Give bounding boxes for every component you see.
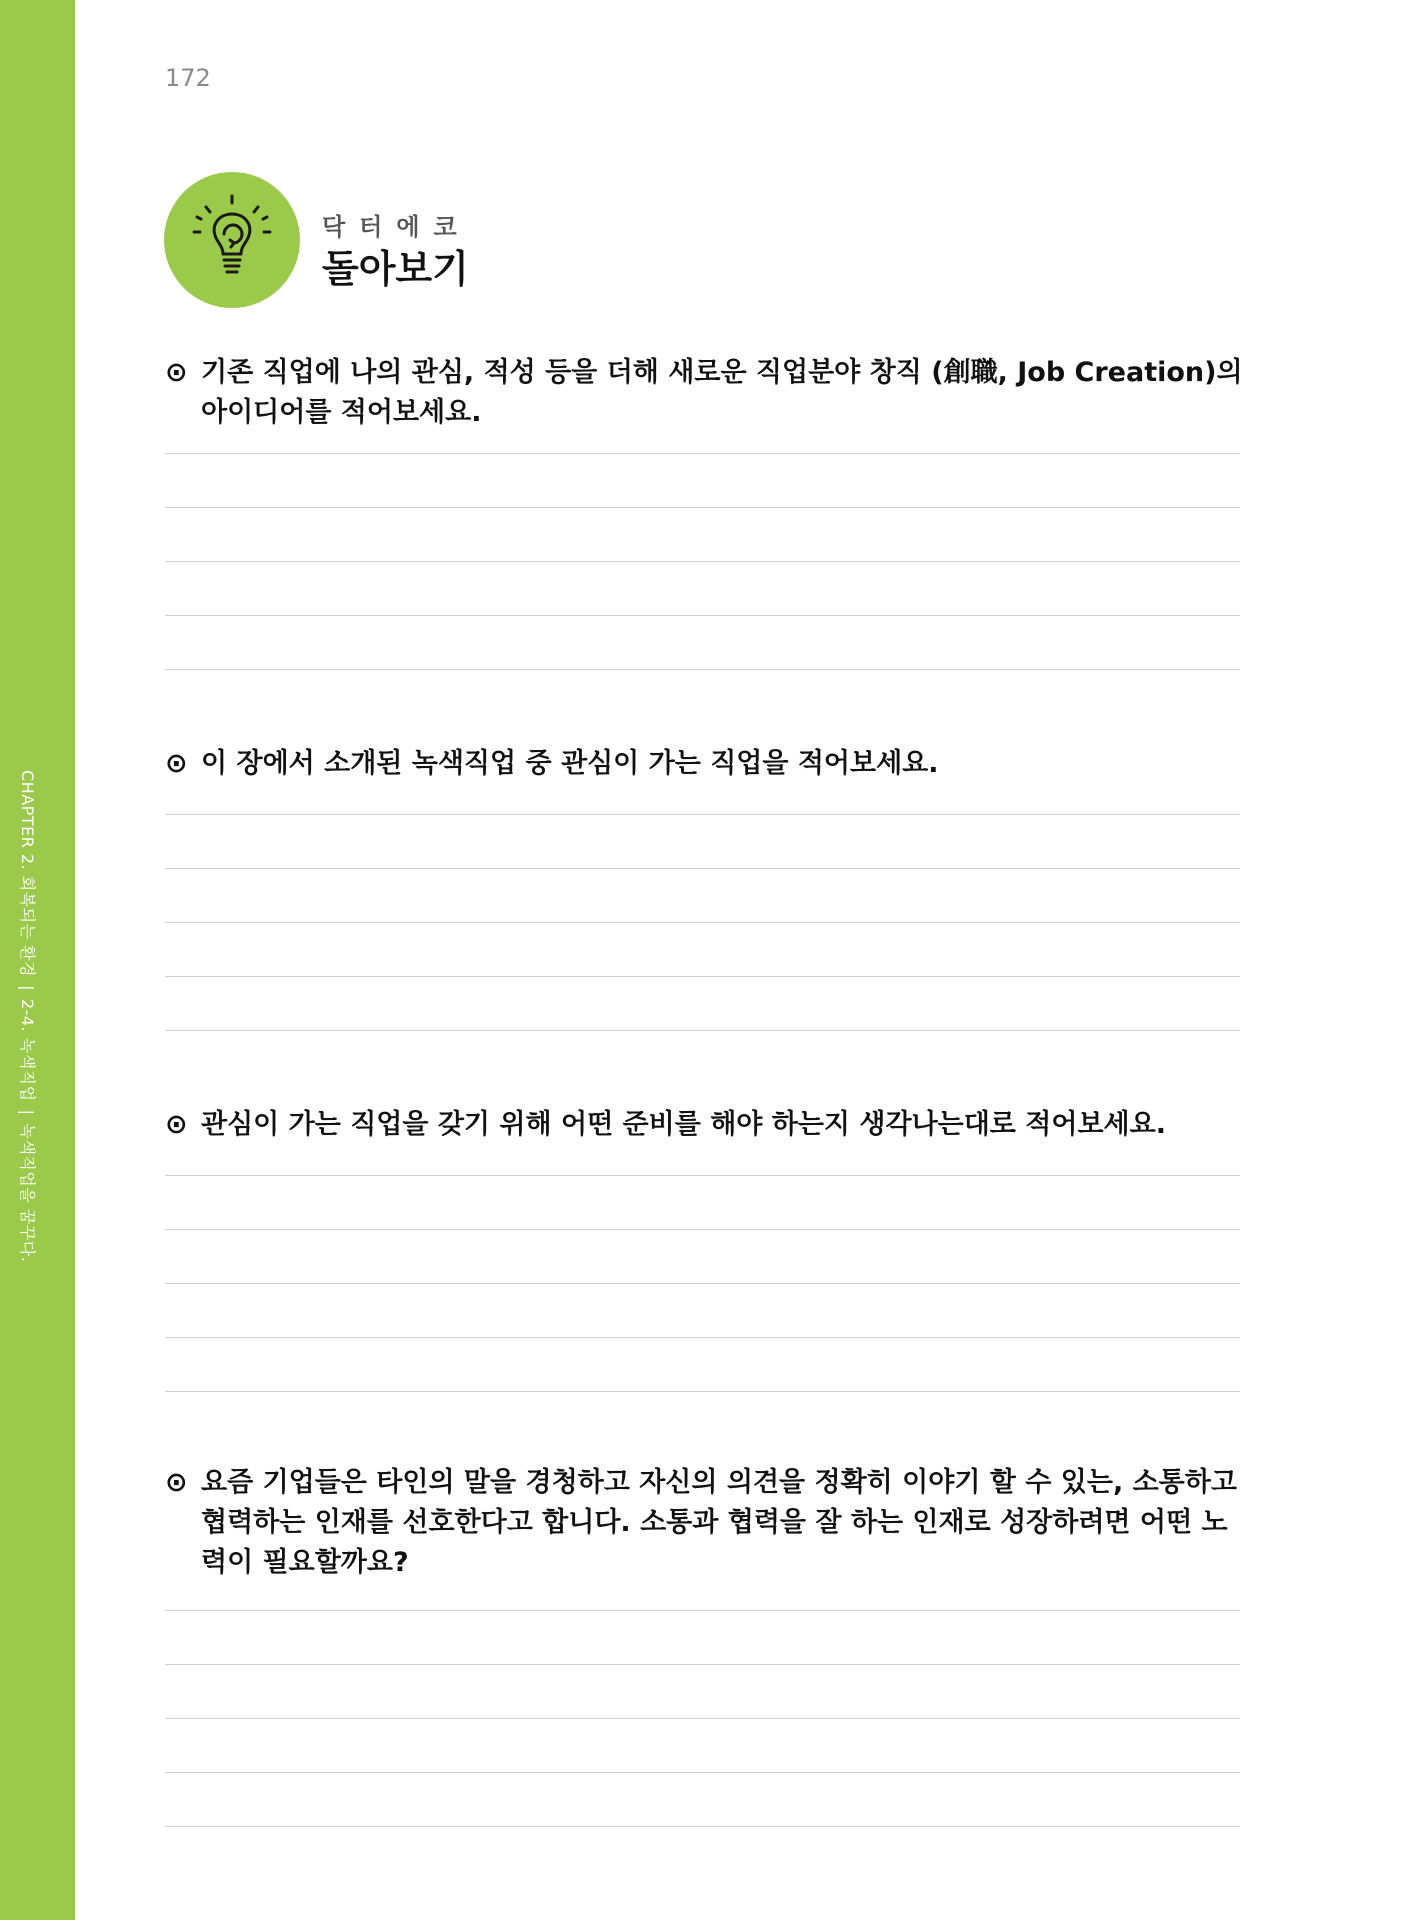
answer-line[interactable] <box>165 1610 1240 1611</box>
answer-line[interactable] <box>165 615 1240 616</box>
answer-line[interactable] <box>165 1391 1240 1392</box>
bullet-icon: ⊙ <box>165 1467 188 1498</box>
page-number: 172 <box>165 64 211 92</box>
answer-line[interactable] <box>165 1030 1240 1031</box>
question-4 <box>165 1463 1245 1583</box>
answer-line[interactable] <box>165 1175 1240 1176</box>
question-text: 기존 직업에 나의 관심, 적성 등을 더해 새로운 직업분야 창직 (創職, Job Creation)의 아이디어를 적어보세요. <box>201 357 1243 428</box>
side-topic: 녹색직업을 꿈꾸다. <box>18 1123 37 1263</box>
answer-line[interactable] <box>165 561 1240 562</box>
answer-line[interactable] <box>165 1826 1240 1827</box>
answer-line[interactable] <box>165 453 1240 454</box>
side-chapter: CHAPTER 2. 회복되는 환경 <box>18 770 37 978</box>
side-section: 2-4. 녹색직업 <box>18 998 37 1102</box>
answer-line[interactable] <box>165 976 1240 977</box>
question-text: 관심이 가는 직업을 갖기 위해 어떤 준비를 해야 하는지 생각나는대로 적어보세요. <box>201 1109 1166 1140</box>
question-2 <box>165 744 1245 784</box>
answer-line[interactable] <box>165 814 1240 815</box>
answer-line[interactable] <box>165 1283 1240 1284</box>
answer-line[interactable] <box>165 507 1240 508</box>
answer-line[interactable] <box>165 868 1240 869</box>
answer-line[interactable] <box>165 1718 1240 1719</box>
question-3 <box>165 1105 1245 1145</box>
header-subtitle: 닥터에코 <box>322 213 471 241</box>
side-bar <box>0 0 75 1920</box>
question-1 <box>165 353 1245 433</box>
answer-line[interactable] <box>165 1229 1240 1230</box>
side-separator: | <box>18 985 37 991</box>
answer-line[interactable] <box>165 669 1240 670</box>
question-text: 요즘 기업들은 타인의 말을 경청하고 자신의 의견을 정확히 이야기 할 수 있는, 소통하고 협력하는 인재를 선호한다고 합니다. 소통과 협력을 잘 하는 인재로 성장하려면 어떤 노력이 필요할까요? <box>201 1467 1237 1578</box>
answer-line[interactable] <box>165 1772 1240 1773</box>
answer-line[interactable] <box>165 922 1240 923</box>
page-title: 돌아보기 <box>322 247 469 291</box>
bullet-icon: ⊙ <box>165 357 188 388</box>
side-chapter-label <box>17 770 40 1262</box>
bullet-icon: ⊙ <box>165 1109 188 1140</box>
question-text: 이 장에서 소개된 녹색직업 중 관심이 가는 직업을 적어보세요. <box>201 748 939 779</box>
answer-line[interactable] <box>165 1337 1240 1338</box>
lightbulb-icon <box>164 172 300 308</box>
side-separator: | <box>18 1109 37 1116</box>
bullet-icon: ⊙ <box>165 748 188 779</box>
answer-line[interactable] <box>165 1664 1240 1665</box>
